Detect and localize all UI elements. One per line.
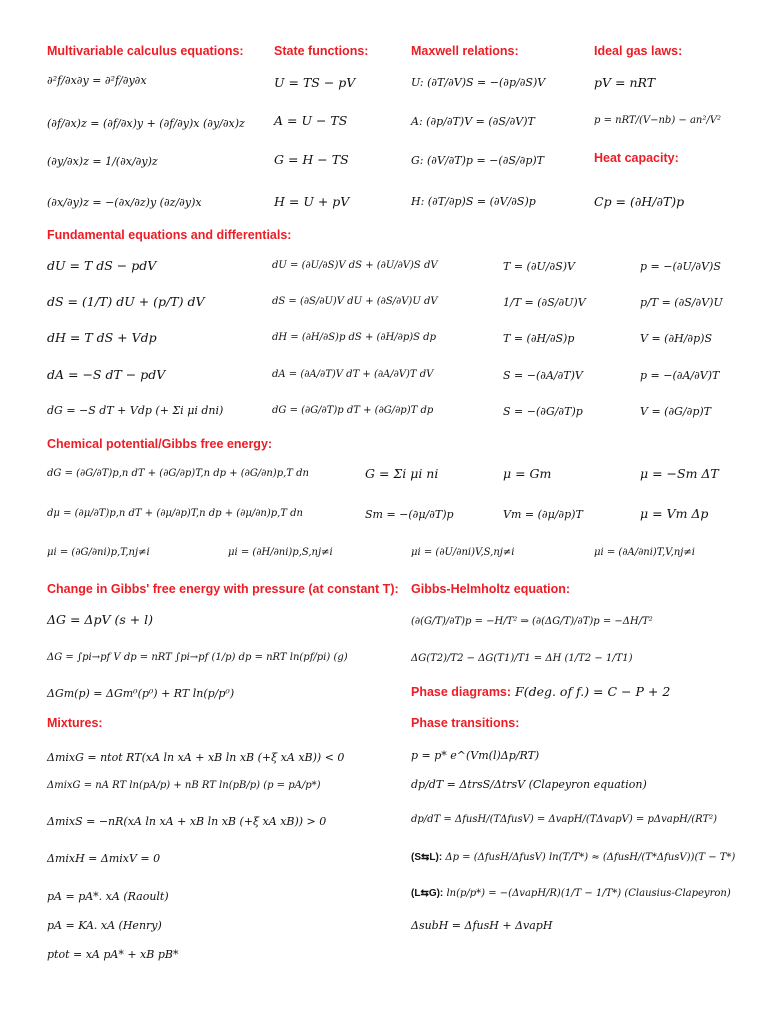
eq-fund-4b: dA = (∂A/∂T)V dT + (∂A/∂V)T dV <box>272 369 434 380</box>
eq-fund-1b: dU = (∂U/∂S)V dS + (∂U/∂V)S dV <box>272 260 438 271</box>
eq-multivariable-1: ∂²f/∂x∂y = ∂²f/∂y∂x <box>47 74 147 87</box>
heading-state-functions: State functions: <box>274 44 369 58</box>
eq-maxwell-2: A: (∂p/∂T)V = (∂S/∂V)T <box>411 115 535 128</box>
heading-gibbs-helmholtz: Gibbs-Helmholtz equation: <box>411 582 571 596</box>
eq-chem-2c: Vm = (∂μ/∂p)T <box>503 508 583 521</box>
heading-maxwell: Maxwell relations: <box>411 44 519 58</box>
eq-fund-2b: dS = (∂S/∂U)V dU + (∂S/∂V)U dV <box>272 296 438 307</box>
heading-fundamental: Fundamental equations and differentials: <box>47 228 292 242</box>
eq-fund-4c: S = −(∂A/∂T)V <box>503 369 583 382</box>
eq-chem-3c: μi = (∂U/∂ni)V,S,nj≠i <box>411 547 515 558</box>
eq-phase-lg <box>411 889 731 899</box>
eq-phase-1: p = p* e^(Vm(l)Δp/RT) <box>411 749 540 762</box>
heading-chemical-potential: Chemical potential/Gibbs free energy: <box>47 437 273 451</box>
eq-mixtures-henry: pA = KA. xA (Henry) <box>47 919 162 932</box>
eq-chem-2d: μ = Vm Δp <box>640 506 709 521</box>
heading-ideal-gas: Ideal gas laws: <box>594 44 683 58</box>
eq-fund-3c: T = (∂H/∂S)p <box>503 332 575 345</box>
eq-maxwell-3: G: (∂V/∂T)p = −(∂S/∂p)T <box>411 154 544 167</box>
eq-chem-2b: Sm = −(∂μ/∂T)p <box>365 508 454 521</box>
eq-gibbs-pressure-1: ΔG = ΔpV (s + l) <box>47 612 154 627</box>
eq-fund-4a: dA = −S dT − pdV <box>47 367 166 382</box>
eq-phase-sublimation: ΔsubH = ΔfusH + ΔvapH <box>411 919 553 932</box>
eq-state-3: G = H − TS <box>274 152 349 167</box>
eq-fund-3a: dH = T dS + Vdp <box>47 330 157 345</box>
eq-mixtures-4: ΔmixH = ΔmixV = 0 <box>47 852 161 865</box>
eq-phase-sl <box>411 853 735 863</box>
heading-multivariable: Multivariable calculus equations: <box>47 44 244 58</box>
eq-chem-3b: μi = (∂H/∂ni)p,S,nj≠i <box>228 547 333 558</box>
eq-heat-capacity: Cp = (∂H/∂T)p <box>594 194 685 209</box>
sl-label: (S⇆L): <box>411 852 443 863</box>
eq-chem-1b: G = Σi μi ni <box>365 466 439 481</box>
eq-gibbs-helmholtz-2: ΔG(T2)/T2 − ΔG(T1)/T1 = ΔH (1/T2 − 1/T1) <box>411 653 633 664</box>
eq-fund-1d: p = −(∂U/∂V)S <box>640 260 721 273</box>
eq-phase-diagram <box>411 686 670 699</box>
heading-mixtures: Mixtures: <box>47 716 103 730</box>
heading-gibbs-pressure: Change in Gibbs' free energy with pressure (at constant T): <box>47 582 399 596</box>
eq-multivariable-3: (∂y/∂x)z = 1/(∂x/∂y)z <box>47 155 158 168</box>
eq-mixtures-2: ΔmixG = nA RT ln(pA/p) + nB RT ln(pB/p) (p = pA/p*) <box>47 780 321 791</box>
eq-mixtures-raoult: pA = pA*. xA (Raoult) <box>47 890 169 903</box>
eq-maxwell-4: H: (∂T/∂p)S = (∂V/∂S)p <box>411 195 536 208</box>
eq-gibbs-pressure-3: ΔGm(p) = ΔGm⁰(p⁰) + RT ln(p/p⁰) <box>47 687 235 700</box>
eq-multivariable-2: (∂f/∂x)z = (∂f/∂x)y + (∂f/∂y)x (∂y/∂x)z <box>47 117 245 130</box>
phase-diagram-equation: F(deg. of f.) = C − P + 2 <box>515 684 671 699</box>
eq-fund-1c: T = (∂U/∂S)V <box>503 260 575 273</box>
heading-phase-transitions: Phase transitions: <box>411 716 520 730</box>
eq-fund-5b: dG = (∂G/∂T)p dT + (∂G/∂p)T dp <box>272 405 434 416</box>
eq-chem-3a: μi = (∂G/∂ni)p,T,nj≠i <box>47 547 150 558</box>
lg-label: (L⇆G): <box>411 888 444 899</box>
eq-phase-3: dp/dT = ΔfusH/(TΔfusV) = ΔvapH/(TΔvapV) = pΔvapH/(RT²) <box>411 814 718 825</box>
eq-fund-1a: dU = T dS − pdV <box>47 258 157 273</box>
eq-chem-1a: dG = (∂G/∂T)p,n dT + (∂G/∂p)T,n dp + (∂G/∂n)p,T dn <box>47 468 309 479</box>
eq-clapeyron: dp/dT = ΔtrsS/ΔtrsV (Clapeyron equation) <box>411 778 647 791</box>
eq-gibbs-helmholtz-1: (∂(G/T)/∂T)p = −H/T² ⇒ (∂(ΔG/T)/∂T)p = −ΔH/T² <box>411 616 653 627</box>
eq-fund-2d: p/T = (∂S/∂V)U <box>640 296 723 309</box>
eq-fund-3b: dH = (∂H/∂S)p dS + (∂H/∂p)S dp <box>272 332 436 343</box>
eq-fund-3d: V = (∂H/∂p)S <box>640 332 712 345</box>
eq-multivariable-4: (∂x/∂y)z = −(∂x/∂z)y (∂z/∂y)x <box>47 196 202 209</box>
eq-mixtures-3: ΔmixS = −nR(xA ln xA + xB ln xB (+ξ xA xB)) > 0 <box>47 815 327 828</box>
eq-chem-2a: dμ = (∂μ/∂T)p,n dT + (∂μ/∂p)T,n dp + (∂μ/∂n)p,T dn <box>47 508 304 519</box>
eq-gibbs-pressure-2: ΔG = ∫pi→pf V dp = nRT ∫pi→pf (1/p) dp = nRT ln(pf/pi) (g) <box>47 652 348 663</box>
phase-diagram-label: Phase diagrams: <box>411 685 512 699</box>
eq-state-2: A = U − TS <box>274 113 348 128</box>
eq-fund-5c: S = −(∂G/∂T)p <box>503 405 583 418</box>
eq-fund-2a: dS = (1/T) dU + (p/T) dV <box>47 294 205 309</box>
heading-heat-capacity: Heat capacity: <box>594 151 679 165</box>
eq-chem-1c: μ = Gm <box>503 466 552 481</box>
eq-ideal-gas-1: pV = nRT <box>594 75 656 90</box>
eq-ideal-gas-2: p = nRT/(V−nb) − an²/V² <box>594 115 721 126</box>
sl-equation: Δp = (ΔfusH/ΔfusV) ln(T/T*) ≈ (ΔfusH/(T*ΔfusV))(T − T*) <box>445 852 736 863</box>
eq-fund-5a: dG = −S dT + Vdp (+ Σi μi dni) <box>47 404 224 417</box>
eq-chem-3d: μi = (∂A/∂ni)T,V,nj≠i <box>594 547 695 558</box>
eq-chem-1d: μ = −Sm ΔT <box>640 466 719 481</box>
lg-equation: ln(p/p*) = −(ΔvapH/R)(1/T − 1/T*) (Clausius-Clapeyron) <box>446 888 731 899</box>
eq-mixtures-total: ptot = xA pA* + xB pB* <box>47 948 179 961</box>
eq-fund-5d: V = (∂G/∂p)T <box>640 405 711 418</box>
eq-maxwell-1: U: (∂T/∂V)S = −(∂p/∂S)V <box>411 76 546 89</box>
eq-fund-2c: 1/T = (∂S/∂U)V <box>503 296 586 309</box>
eq-state-1: U = TS − pV <box>274 75 356 90</box>
eq-fund-4d: p = −(∂A/∂V)T <box>640 369 720 382</box>
eq-mixtures-1: ΔmixG = ntot RT(xA ln xA + xB ln xB (+ξ xA xB)) < 0 <box>47 751 345 764</box>
eq-state-4: H = U + pV <box>274 194 350 209</box>
